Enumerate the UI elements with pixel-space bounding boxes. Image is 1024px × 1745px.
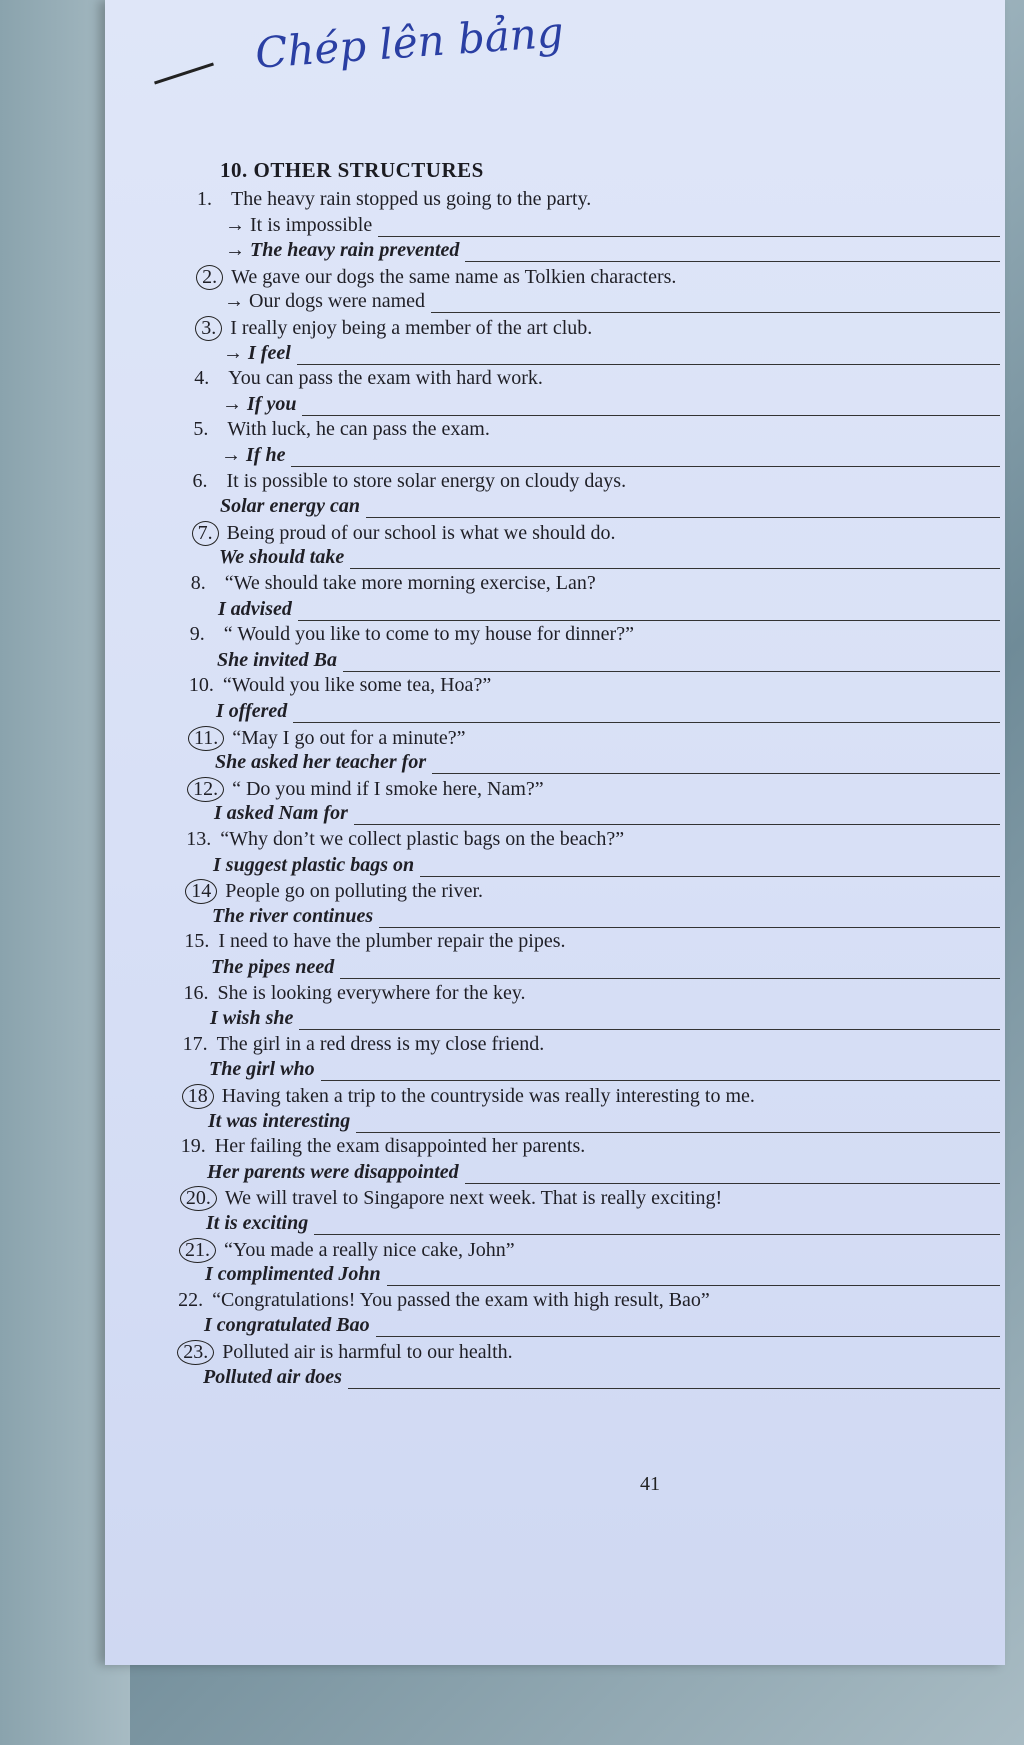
rewrite-prompt [203,1366,342,1389]
item-sentence: I really enjoy being a member of the art club. [230,317,593,339]
exercise-item [180,1186,722,1211]
exercise-item [178,1289,710,1312]
rewrite-prompt [222,393,296,416]
item-sentence: “Congratulations! You passed the exam with high result, Bao” [212,1288,710,1311]
prompt-text: She asked her teacher for [215,751,427,774]
exercise-item [194,367,543,390]
rewrite-prompt [206,1212,308,1235]
item-sentence: “Why don’t we collect plastic bags on the beach?” [220,828,625,850]
item-number: 22. [178,1288,204,1311]
exercise-item [183,1033,545,1056]
item-sentence: “May I go out for a minute?” [232,726,466,749]
answer-blank[interactable] [366,517,1000,518]
answer-blank[interactable] [432,773,1000,774]
rewrite-prompt [214,802,348,825]
item-sentence: We gave our dogs the same name as Tolkien characters. [231,265,677,288]
prompt-text: Her parents were disappointed [207,1160,459,1183]
rewrite-prompt [221,444,285,467]
item-number: 12. [187,777,224,802]
item-sentence: She is looking everywhere for the key. [217,981,526,1004]
prompt-text: → It is impossible [225,213,373,236]
item-sentence: Polluted air is harmful to our health. [222,1341,513,1363]
answer-blank[interactable] [302,415,1000,416]
rewrite-prompt [215,751,426,774]
rewrite-prompt [224,290,425,313]
answer-blank[interactable] [379,927,1000,928]
handwritten-dash [154,62,214,84]
answer-blank[interactable] [293,722,1000,723]
exercise-item [179,1238,515,1263]
item-number: 3. [195,316,222,341]
item-sentence: I need to have the plumber repair the pipes. [218,930,566,953]
answer-blank[interactable] [297,364,1000,365]
answer-blank[interactable] [298,620,1000,621]
prompt-text: → If he [221,444,286,466]
answer-blank[interactable] [321,1080,1000,1081]
answer-blank[interactable] [378,236,1000,237]
item-number: 16. [183,981,209,1004]
prompt-text: I advised [218,597,292,620]
exercise-item [188,726,466,751]
exercise-item [192,521,616,546]
item-number: 20. [180,1186,217,1211]
item-sentence: People go on polluting the river. [225,880,484,903]
item-sentence: We will travel to Singapore next week. That is really exciting! [224,1187,723,1210]
answer-blank[interactable] [340,978,1000,979]
exercise-item [184,930,565,953]
rewrite-prompt [213,854,414,877]
answer-blank[interactable] [354,824,1000,825]
prompt-text: → If you [222,392,297,415]
item-number: 9. [189,623,205,646]
item-sentence: With luck, he can pass the exam. [227,418,490,441]
answer-blank[interactable] [465,261,1000,262]
item-number: 8. [190,572,206,594]
item-sentence: “ Do you mind if I smoke here, Nam?” [232,777,544,800]
rewrite-prompt [205,1263,381,1286]
exercise-item [193,470,627,493]
section-title: 10. OTHER STRUCTURES [220,158,484,182]
answer-blank[interactable] [350,568,1000,569]
prompt-text: Solar energy can [220,495,360,518]
item-sentence: It is possible to store solar energy on cloudy days. [226,469,627,492]
item-sentence: Being proud of our school is what we should do. [226,521,616,544]
prompt-text: I asked Nam for [214,802,348,825]
item-sentence: “Would you like some tea, Hoa?” [222,674,492,697]
prompt-text: I complimented John [205,1263,381,1286]
item-sentence: “We should take more morning exercise, Lan? [224,572,596,594]
item-number: 4. [194,367,210,390]
answer-blank[interactable] [465,1183,1000,1184]
item-sentence: The heavy rain stopped us going to the party. [231,188,592,210]
rewrite-prompt [219,546,344,569]
item-number: 23. [177,1340,214,1365]
item-sentence: You can pass the exam with hard work. [228,367,543,390]
exercise-item [186,828,624,851]
exercise-item [181,1135,585,1158]
prompt-text: I wish she [210,1007,294,1030]
exercise-item [196,265,676,290]
rewrite-prompt [220,495,360,518]
rewrite-prompt [218,598,292,621]
rewrite-prompt [212,905,373,928]
answer-blank[interactable] [291,466,1000,467]
answer-blank[interactable] [299,1029,1000,1030]
exercise-item [184,982,526,1005]
rewrite-prompt [225,214,372,237]
prompt-text: The pipes need [211,956,335,978]
item-number: 11. [188,726,224,751]
rewrite-prompt [209,1058,315,1081]
exercise-item [187,777,544,802]
item-number: 14 [185,879,217,904]
exercise-item [190,623,634,646]
answer-blank[interactable] [376,1336,1000,1337]
item-number: 1. [197,188,212,210]
exercise-item [193,418,489,441]
prompt-text: It is exciting [206,1212,309,1234]
answer-blank[interactable] [343,671,1000,672]
item-sentence: Having taken a trip to the countryside was really interesting to me. [221,1085,755,1107]
item-number: 2. [196,265,223,290]
prompt-text: The river continues [212,904,374,927]
rewrite-prompt [210,1007,293,1030]
exercise-item [182,1084,755,1109]
rewrite-prompt [225,239,459,262]
prompt-text: Polluted air does [203,1365,342,1388]
answer-blank[interactable] [356,1132,1000,1133]
item-number: 13. [186,828,212,850]
rewrite-prompt [208,1110,350,1133]
exercise-item [191,572,596,595]
item-sentence: Her failing the exam disappointed her parents. [214,1135,586,1158]
answer-blank[interactable] [387,1285,1000,1286]
prompt-text: The girl who [209,1058,315,1081]
item-number: 21. [179,1238,216,1263]
prompt-text: → The heavy rain prevented [225,239,460,262]
exercise-item [195,316,592,341]
rewrite-prompt [216,700,287,723]
item-number: 6. [192,469,208,492]
item-number: 10. [188,674,214,697]
exercise-item [197,188,591,211]
item-number: 18 [182,1084,214,1109]
rewrite-prompt [204,1314,370,1337]
item-number: 7. [192,521,219,546]
rewrite-prompt [217,649,337,672]
handwritten-note: Chép lên bảng [253,7,566,78]
item-sentence: “You made a really nice cake, John” [224,1238,515,1261]
item-number: 15. [184,930,210,953]
prompt-text: She invited Ba [217,648,338,671]
item-sentence: The girl in a red dress is my close friend. [216,1032,545,1055]
item-sentence: “ Would you like to come to my house for dinner?” [223,623,634,646]
rewrite-prompt [207,1161,459,1184]
item-number: 19. [180,1135,206,1158]
prompt-text: I congratulated Bao [204,1314,370,1337]
answer-blank[interactable] [431,312,1000,313]
item-number: 17. [182,1032,208,1055]
exercise-item [189,674,491,697]
rewrite-prompt [211,956,334,979]
prompt-text: I suggest plastic bags on [213,853,415,876]
prompt-text: We should take [219,546,345,569]
worksheet-page [105,0,1005,1665]
exercise-item [185,879,483,904]
rewrite-prompt [223,342,291,365]
answer-blank[interactable] [348,1388,1000,1389]
answer-blank[interactable] [420,876,1000,877]
prompt-text: → Our dogs were named [224,290,426,313]
prompt-text: I offered [216,700,288,722]
item-number: 5. [193,418,209,441]
page-number: 41 [640,1473,660,1495]
exercise-item [177,1340,513,1365]
answer-blank[interactable] [314,1234,1000,1235]
prompt-text: → I feel [223,341,291,364]
prompt-text: It was interesting [208,1109,351,1132]
